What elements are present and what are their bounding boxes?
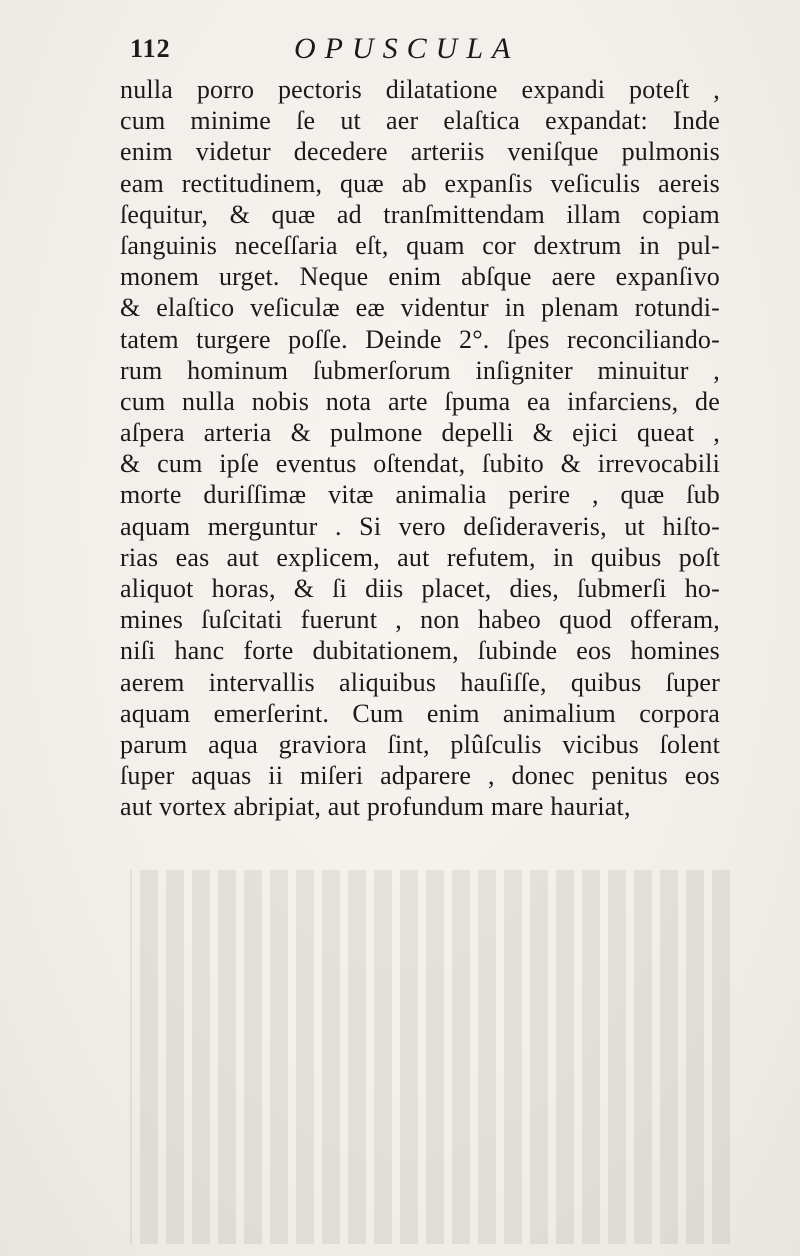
page-header	[118, 32, 718, 72]
text-line: niſi hanc forte dubitationem, ſubinde eos homines	[120, 636, 720, 666]
text-line: aquam emerſerint. Cum enim animalium corpora	[120, 698, 720, 728]
text-line: ſuper aquas ii miſeri adparere , donec penitus eos	[120, 761, 720, 791]
text-line: rum hominum ſubmerſorum inſigniter minuitur ,	[120, 355, 720, 385]
text-line: aquam merguntur . Si vero deſideraveris, ut hiſto-	[120, 511, 720, 541]
text-line: cum minime ſe ut aer elaſtica expandat: Inde	[120, 106, 720, 136]
text-line: cum nulla nobis nota arte ſpuma ea infarciens, de	[120, 386, 720, 416]
text-line: & cum ipſe eventus oſtendat, ſubito & irrevocabili	[120, 449, 720, 479]
text-line: tatem turgere poſſe. Deinde 2°. ſpes reconciliando-	[120, 324, 720, 354]
text-line: monem urget. Neque enim abſque aere expanſivo	[120, 262, 720, 292]
text-line: aerem intervallis aliquibus hauſiſſe, quibus ſuper	[120, 667, 720, 697]
text-line: aut vortex abripiat, aut profundum mare hauriat,	[120, 792, 631, 822]
text-line: mines ſuſcitati fuerunt , non habeo quod offeram,	[120, 605, 720, 635]
text-line: morte duriſſimæ vitæ animalia perire , quæ ſub	[120, 480, 720, 510]
text-line: aliquot horas, & ſi diis placet, dies, ſubmerſi ho-	[120, 574, 720, 603]
text-line: & elaſtico veſiculæ eæ videntur in plenam rotundi-	[120, 293, 720, 323]
text-line: aſpera arteria & pulmone depelli & ejici queat ,	[120, 418, 720, 448]
text-line: eam rectitudinem, quæ ab expanſis veſiculis aereis	[120, 168, 720, 198]
text-line: ſequitur, & quæ ad tranſmittendam illam copiam	[120, 199, 720, 229]
running-title: OPUSCULA	[294, 32, 520, 65]
text-line: enim videtur decedere arteriis veniſque pulmonis	[120, 137, 720, 167]
text-line: ſanguinis neceſſaria eſt, quam cor dextrum in pul-	[120, 230, 720, 260]
body-text	[120, 74, 720, 823]
text-line: parum aqua graviora ſint, plûſculis vicibus ſolent	[120, 729, 720, 759]
page-number: 112	[130, 34, 171, 63]
show-through-texture	[130, 870, 730, 1250]
text-line: rias eas aut explicem, aut refutem, in quibus poſt	[120, 542, 720, 572]
text-line: nulla porro pectoris dilatatione expandi poteſt ,	[120, 75, 720, 104]
